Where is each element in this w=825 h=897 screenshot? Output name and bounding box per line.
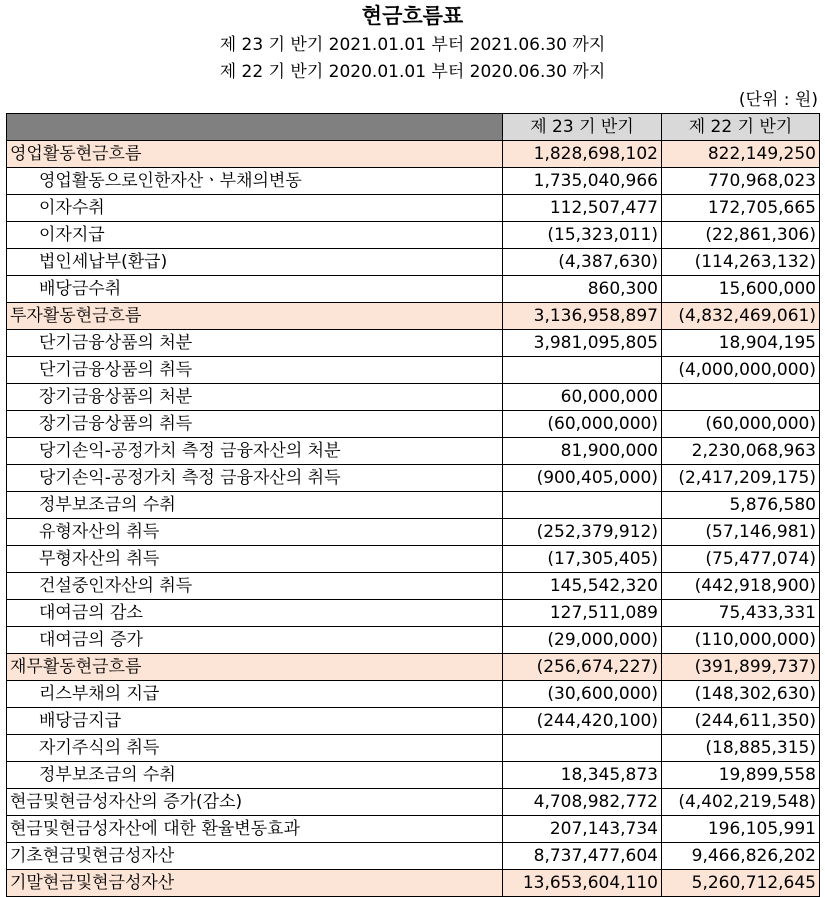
row-label: 현금및현금성자산에 대한 환율변동효과 — [7, 816, 503, 843]
table-row — [7, 708, 820, 735]
prior-period-value: (22,861,306) — [662, 222, 820, 249]
row-label: 단기금융상품의 취득 — [7, 357, 503, 384]
statement-title: 현금흐름표 — [361, 4, 464, 28]
current-period-value: 145,542,320 — [503, 573, 662, 600]
row-label: 기말현금및현금성자산 — [7, 870, 503, 897]
table-row — [7, 654, 820, 681]
prior-period-value: (110,000,000) — [662, 627, 820, 654]
prior-period-value: 75,433,331 — [662, 600, 820, 627]
current-period-value: (244,420,100) — [503, 708, 662, 735]
prior-period-value: (114,263,132) — [662, 249, 820, 276]
table-row — [7, 357, 820, 384]
table-row — [7, 384, 820, 411]
current-period-value: 81,900,000 — [503, 438, 662, 465]
table-row — [7, 519, 820, 546]
prior-period-value: (148,302,630) — [662, 681, 820, 708]
current-period-value: (30,600,000) — [503, 681, 662, 708]
row-label: 영업활동으로인한자산ㆍ부채의변동 — [7, 168, 503, 195]
current-period-value: 4,708,982,772 — [503, 789, 662, 816]
row-label: 이자수취 — [7, 195, 503, 222]
prior-period-value: 5,876,580 — [662, 492, 820, 519]
prior-period-value: (244,611,350) — [662, 708, 820, 735]
prior-period-value: (391,899,737) — [662, 654, 820, 681]
prior-period-value: 770,968,023 — [662, 168, 820, 195]
table-row — [7, 249, 820, 276]
current-period-value: 60,000,000 — [503, 384, 662, 411]
header-prior-period: 제 22 기 반기 — [662, 114, 820, 141]
unit-label: (단위 : 원) — [738, 90, 818, 110]
prior-period-value: 5,260,712,645 — [662, 870, 820, 897]
prior-period-value: (4,000,000,000) — [662, 357, 820, 384]
prior-period-value: 15,600,000 — [662, 276, 820, 303]
row-label: 무형자산의 취득 — [7, 546, 503, 573]
current-period-value: (900,405,000) — [503, 465, 662, 492]
prior-period-value: 822,149,250 — [662, 141, 820, 168]
header-blank-cell — [7, 114, 503, 141]
row-label: 자기주식의 취득 — [7, 735, 503, 762]
prior-period-value: (4,832,469,061) — [662, 303, 820, 330]
header-current-period: 제 23 기 반기 — [503, 114, 662, 141]
row-label: 정부보조금의 수취 — [7, 492, 503, 519]
current-period-value: 112,507,477 — [503, 195, 662, 222]
prior-period-value: (18,885,315) — [662, 735, 820, 762]
current-period-value: 8,737,477,604 — [503, 843, 662, 870]
row-label: 기초현금및현금성자산 — [7, 843, 503, 870]
current-period-value: 207,143,734 — [503, 816, 662, 843]
row-label: 정부보조금의 수취 — [7, 762, 503, 789]
period-current: 제 23 기 반기 2021.01.01 부터 2021.06.30 까지 — [219, 35, 606, 55]
prior-period-value: (4,402,219,548) — [662, 789, 820, 816]
row-label: 이자지급 — [7, 222, 503, 249]
table-row — [7, 303, 820, 330]
row-label: 당기손익-공정가치 측정 금융자산의 처분 — [7, 438, 503, 465]
row-label: 배당금지급 — [7, 708, 503, 735]
prior-period-value: (75,477,074) — [662, 546, 820, 573]
current-period-value: (15,323,011) — [503, 222, 662, 249]
current-period-value — [503, 357, 662, 384]
row-label: 현금및현금성자산의 증가(감소) — [7, 789, 503, 816]
row-label: 법인세납부(환급) — [7, 249, 503, 276]
current-period-value: (4,387,630) — [503, 249, 662, 276]
table-row — [7, 438, 820, 465]
row-label: 리스부채의 지급 — [7, 681, 503, 708]
table-row — [7, 762, 820, 789]
cash-flow-table — [6, 113, 820, 897]
current-period-value: (60,000,000) — [503, 411, 662, 438]
current-period-value: 1,828,698,102 — [503, 141, 662, 168]
prior-period-value: 2,230,068,963 — [662, 438, 820, 465]
prior-period-value: 9,466,826,202 — [662, 843, 820, 870]
row-label: 장기금융상품의 취득 — [7, 411, 503, 438]
row-label: 투자활동현금흐름 — [7, 303, 503, 330]
table-row — [7, 870, 820, 897]
current-period-value: 18,345,873 — [503, 762, 662, 789]
prior-period-value — [662, 384, 820, 411]
row-label: 영업활동현금흐름 — [7, 141, 503, 168]
table-row — [7, 168, 820, 195]
prior-period-value: (57,146,981) — [662, 519, 820, 546]
row-label: 단기금융상품의 처분 — [7, 330, 503, 357]
row-label: 대여금의 감소 — [7, 600, 503, 627]
prior-period-value: (442,918,900) — [662, 573, 820, 600]
current-period-value: 860,300 — [503, 276, 662, 303]
table-row — [7, 843, 820, 870]
table-row — [7, 195, 820, 222]
row-label: 배당금수취 — [7, 276, 503, 303]
prior-period-value: (2,417,209,175) — [662, 465, 820, 492]
table-row — [7, 573, 820, 600]
table-row — [7, 141, 820, 168]
current-period-value: 3,981,095,805 — [503, 330, 662, 357]
row-label: 재무활동현금흐름 — [7, 654, 503, 681]
table-row — [7, 411, 820, 438]
prior-period-value: (60,000,000) — [662, 411, 820, 438]
current-period-value: (252,379,912) — [503, 519, 662, 546]
current-period-value — [503, 492, 662, 519]
current-period-value: 1,735,040,966 — [503, 168, 662, 195]
table-row — [7, 222, 820, 249]
current-period-value: 3,136,958,897 — [503, 303, 662, 330]
current-period-value: 13,653,604,110 — [503, 870, 662, 897]
row-label: 당기손익-공정가치 측정 금융자산의 취득 — [7, 465, 503, 492]
row-label: 건설중인자산의 취득 — [7, 573, 503, 600]
current-period-value: (29,000,000) — [503, 627, 662, 654]
table-body — [7, 141, 820, 897]
current-period-value: (256,674,227) — [503, 654, 662, 681]
row-label: 장기금융상품의 처분 — [7, 384, 503, 411]
prior-period-value: 196,105,991 — [662, 816, 820, 843]
table-row — [7, 627, 820, 654]
table-row — [7, 492, 820, 519]
table-row — [7, 789, 820, 816]
table-row — [7, 735, 820, 762]
row-label: 유형자산의 취득 — [7, 519, 503, 546]
prior-period-value: 19,899,558 — [662, 762, 820, 789]
prior-period-value: 18,904,195 — [662, 330, 820, 357]
table-row — [7, 276, 820, 303]
table-row — [7, 600, 820, 627]
table-header-row — [7, 114, 820, 141]
table-row — [7, 546, 820, 573]
period-prior: 제 22 기 반기 2020.01.01 부터 2020.06.30 까지 — [219, 62, 606, 82]
current-period-value: 127,511,089 — [503, 600, 662, 627]
table-row — [7, 465, 820, 492]
current-period-value: (17,305,405) — [503, 546, 662, 573]
row-label: 대여금의 증가 — [7, 627, 503, 654]
table-row — [7, 330, 820, 357]
current-period-value — [503, 735, 662, 762]
prior-period-value: 172,705,665 — [662, 195, 820, 222]
table-row — [7, 816, 820, 843]
table-row — [7, 681, 820, 708]
